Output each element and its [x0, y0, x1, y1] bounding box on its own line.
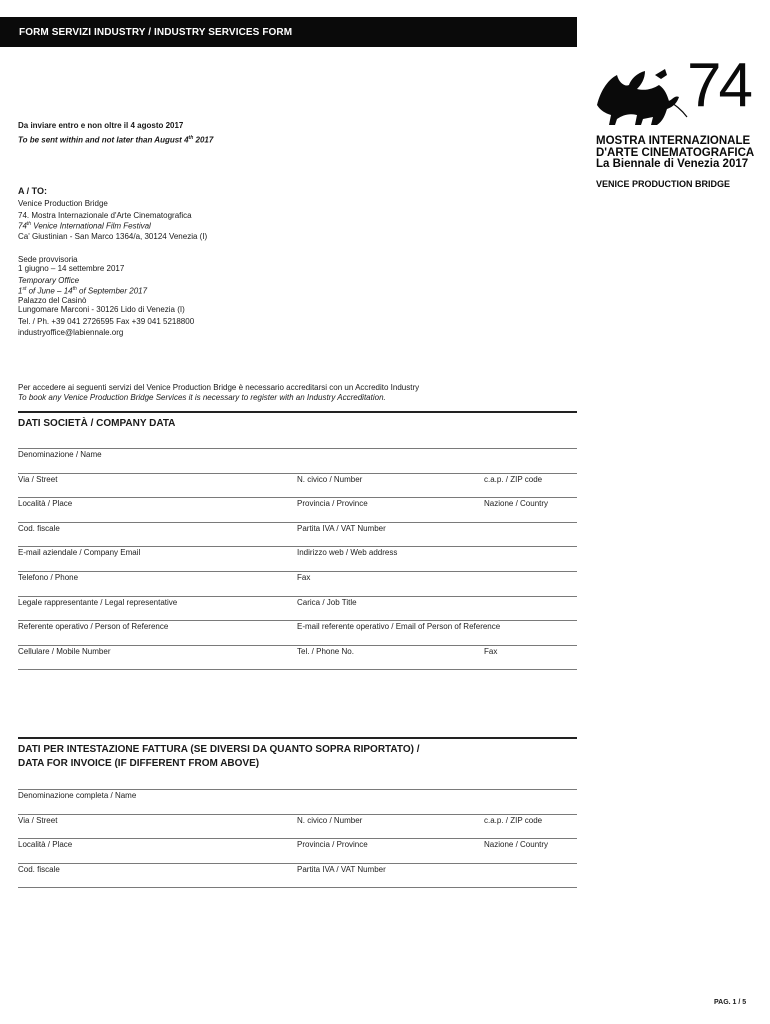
invoice-section-rule [18, 737, 577, 739]
form-field-label[interactable]: Località / Place [18, 499, 73, 509]
office-line-5: Palazzo del Casinò [18, 296, 87, 305]
deadline-en: To be sent within and not later than August 4th 2017 [18, 135, 214, 145]
form-field-label[interactable]: Via / Street [18, 474, 58, 484]
field-divider [18, 546, 577, 547]
form-field-label[interactable]: c.a.p. / ZIP code [484, 474, 543, 484]
notice-it: Per accedere ai seguenti servizi del Venice Production Bridge è necessario accreditarsi con un Accredito Industry [18, 383, 420, 392]
logo-line-3: La Biennale di Venezia 2017 [596, 158, 749, 170]
field-divider [18, 838, 577, 839]
form-field-label[interactable]: Denominazione / Name [18, 450, 102, 459]
field-divider [18, 448, 577, 449]
logo-line-2: D'ARTE CINEMATOGRAFICA [596, 147, 755, 159]
field-divider [18, 596, 577, 597]
field-divider [18, 522, 577, 523]
form-field-label[interactable]: Via / Street [18, 815, 58, 825]
office-line-3: Temporary Office [18, 276, 80, 285]
form-field-label[interactable]: N. civico / Number [297, 474, 363, 484]
form-field-label[interactable]: Cellulare / Mobile Number [18, 646, 111, 656]
form-field-label[interactable]: Legale rappresentante / Legal representative [18, 597, 178, 607]
address-line-3: 74th Venice International Film Festival [18, 221, 151, 231]
office-line-7: Tel. / Ph. +39 041 2726595 Fax +39 041 5218800 [18, 317, 195, 326]
form-field-label[interactable]: Tel. / Phone No. [297, 646, 354, 656]
field-divider [18, 645, 577, 646]
logo-line-4: VENICE PRODUCTION BRIDGE [596, 179, 731, 189]
field-divider [18, 571, 577, 572]
logo-line-1: MOSTRA INTERNAZIONALE [596, 135, 751, 147]
field-divider [18, 497, 577, 498]
notice-en: To book any Venice Production Bridge Services it is necessary to register with an Industry Accreditation. [18, 393, 386, 402]
field-divider [18, 887, 577, 888]
office-line-6: Lungomare Marconi - 30126 Lido di Venezia (I) [18, 305, 185, 314]
form-field-label[interactable]: Nazione / Country [484, 840, 549, 850]
form-field-label[interactable]: Provincia / Province [297, 499, 368, 509]
company-section-title: DATI SOCIETÀ / COMPANY DATA [18, 418, 176, 429]
form-field-label[interactable]: Cod. fiscale [18, 864, 60, 874]
form-field-label[interactable]: Carica / Job Title [297, 597, 357, 607]
logo-number: 74 [687, 51, 750, 120]
form-header-bar [0, 17, 577, 47]
invoice-section-title-2: DATA FOR INVOICE (IF DIFFERENT FROM ABOVE) [18, 758, 260, 769]
form-field-label[interactable]: N. civico / Number [297, 815, 363, 825]
form-field-label[interactable]: E-mail referente operativo / Email of Person of Reference [297, 622, 501, 632]
field-divider [18, 620, 577, 621]
form-field-label[interactable]: Indirizzo web / Web address [297, 548, 398, 558]
address-line-4: Ca' Giustinian - San Marco 1364/a, 30124 Venezia (I) [18, 232, 208, 241]
form-field-label[interactable]: Partita IVA / VAT Number [297, 523, 386, 533]
field-divider [18, 669, 577, 670]
field-divider [18, 789, 577, 790]
form-field-label[interactable]: Telefono / Phone [18, 573, 79, 582]
field-divider [18, 473, 577, 474]
page-number: PAG. 1 / 5 [714, 999, 747, 1006]
form-field-label[interactable]: Referente operativo / Person of Reference [18, 622, 169, 632]
office-email-link[interactable]: industryoffice@labiennale.org [18, 328, 124, 337]
form-field-label[interactable]: Partita IVA / VAT Number [297, 864, 386, 874]
form-field-label[interactable]: Nazione / Country [484, 499, 549, 509]
form-field-label[interactable]: Cod. fiscale [18, 523, 60, 533]
form-field-label[interactable]: Fax [297, 573, 311, 582]
biennale-logo [595, 51, 755, 195]
form-field-label[interactable]: c.a.p. / ZIP code [484, 815, 543, 825]
form-field-label[interactable]: Denominazione completa / Name [18, 791, 137, 800]
form-field-label[interactable]: E-mail aziendale / Company Email [18, 548, 141, 558]
deadline-it: Da inviare entro e non oltre il 4 agosto 2017 [18, 121, 184, 130]
form-title: FORM SERVIZI INDUSTRY / INDUSTRY SERVICES FORM [19, 27, 293, 38]
form-field-label[interactable]: Provincia / Province [297, 840, 368, 850]
invoice-section-title-1: DATI PER INTESTAZIONE FATTURA (SE DIVERSI DA QUANTO SOPRA RIPORTATO) / [18, 744, 420, 755]
office-line-1: Sede provvisoria [18, 255, 78, 264]
address-line-1: Venice Production Bridge [18, 199, 108, 208]
field-divider [18, 863, 577, 864]
office-line-2: 1 giugno – 14 settembre 2017 [18, 264, 125, 273]
address-heading: A / TO: [18, 186, 47, 196]
field-divider [18, 814, 577, 815]
form-field-label[interactable]: Fax [484, 646, 498, 656]
company-section-rule [18, 411, 577, 413]
address-line-2: 74. Mostra Internazionale d'Arte Cinematografica [18, 211, 192, 220]
office-line-4: 1st of June – 14th of September 2017 [18, 286, 148, 296]
form-field-label[interactable]: Località / Place [18, 840, 73, 850]
